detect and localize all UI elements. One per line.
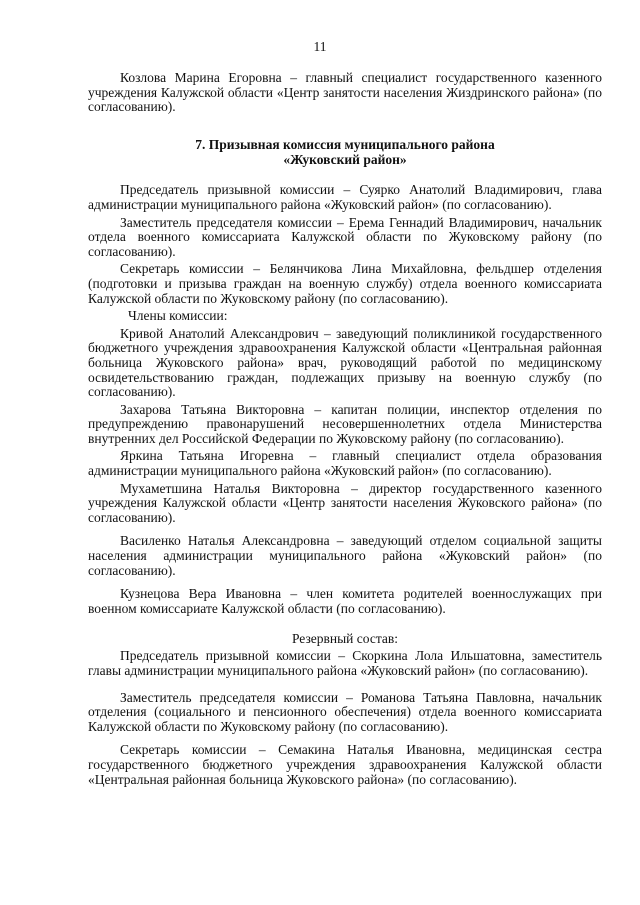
secretary-paragraph: Секретарь комиссии – Белянчикова Лина Михайловна, фельдшер отделения (подготовки и призыва граждан на военную службу) отдела военного комиссариата Калужской области по Жуковскому району (по согласованию). — [88, 261, 602, 306]
members-label: Члены комиссии: — [128, 308, 228, 324]
section-heading-line1: 7. Призывная комиссия муниципального района — [195, 136, 495, 152]
member-paragraph: Захарова Татьяна Викторовна – капитан полиции, инспектор отделения по предупреждению правонарушений несовершеннолетних отдела Министерства внутренних дел Российской Федерации по Жуковскому району (по согласованию). — [88, 401, 602, 446]
section-heading-line2: «Жуковский район» — [283, 151, 407, 167]
section-heading — [88, 138, 602, 168]
intro-paragraph: Козлова Марина Егоровна – главный специалист государственного казенного учреждения Калужской области «Центр занятости населения Жиздринского района» (по согласованию). — [88, 70, 602, 115]
reserve-title: Резервный состав: — [291, 631, 399, 647]
member-paragraph: Яркина Татьяна Игоревна – главный специалист отдела образования администрации муниципального района «Жуковский район» (по согласованию). — [88, 448, 602, 479]
reserve-paragraph: Секретарь комиссии – Семакина Наталья Ивановна, медицинская сестра государственного бюджетного учреждения здравоохранения Калужской области «Центральная районная больница Жуковского района» (по согласованию). — [88, 742, 602, 787]
member-paragraph: Кривой Анатолий Александрович – заведующий поликлиникой государственного бюджетного учреждения здравоохранения Калужской области «Центральная районная больница Жуковского района» врач, руководящий работой по медицинскому освидетельствованию граждан, подлежащих призыву на военную службу (по согласованию). — [88, 325, 602, 400]
reserve-paragraph: Председатель призывной комиссии – Скоркина Лола Ильшатовна, заместитель главы администрации муниципального района «Жуковский район» (по согласованию). — [88, 648, 602, 678]
member-paragraph: Василенко Наталья Александровна – заведующий отделом социальной защиты населения администрации муниципального района «Жуковский район» (по согласованию). — [88, 533, 602, 578]
chair-paragraph: Председатель призывной комиссии – Суярко Анатолий Владимирович, глава администрации муниципального района «Жуковский район» (по согласованию). — [88, 182, 602, 212]
member-paragraph: Кузнецова Вера Ивановна – член комитета родителей военнослужащих при военном комиссариате Калужской области (по согласованию). — [88, 586, 602, 616]
page-number: 11 — [313, 39, 327, 54]
document-body — [88, 71, 602, 787]
reserve-paragraph: Заместитель председателя комиссии – Романова Татьяна Павловна, начальник отделения (социального и пенсионного обеспечения) отдела военного комиссариата Калужской области по Жуковскому району (по согласованию). — [88, 689, 602, 734]
deputy-paragraph: Заместитель председателя комиссии – Ерема Геннадий Владимирович, начальник отдела военного комиссариата Калужской области по Жуковскому району (по согласованию). — [88, 214, 602, 259]
member-paragraph: Мухаметшина Наталья Викторовна – директор государственного казенного учреждения Калужской области «Центр занятости населения Жуковского района» (по согласованию). — [88, 480, 602, 525]
